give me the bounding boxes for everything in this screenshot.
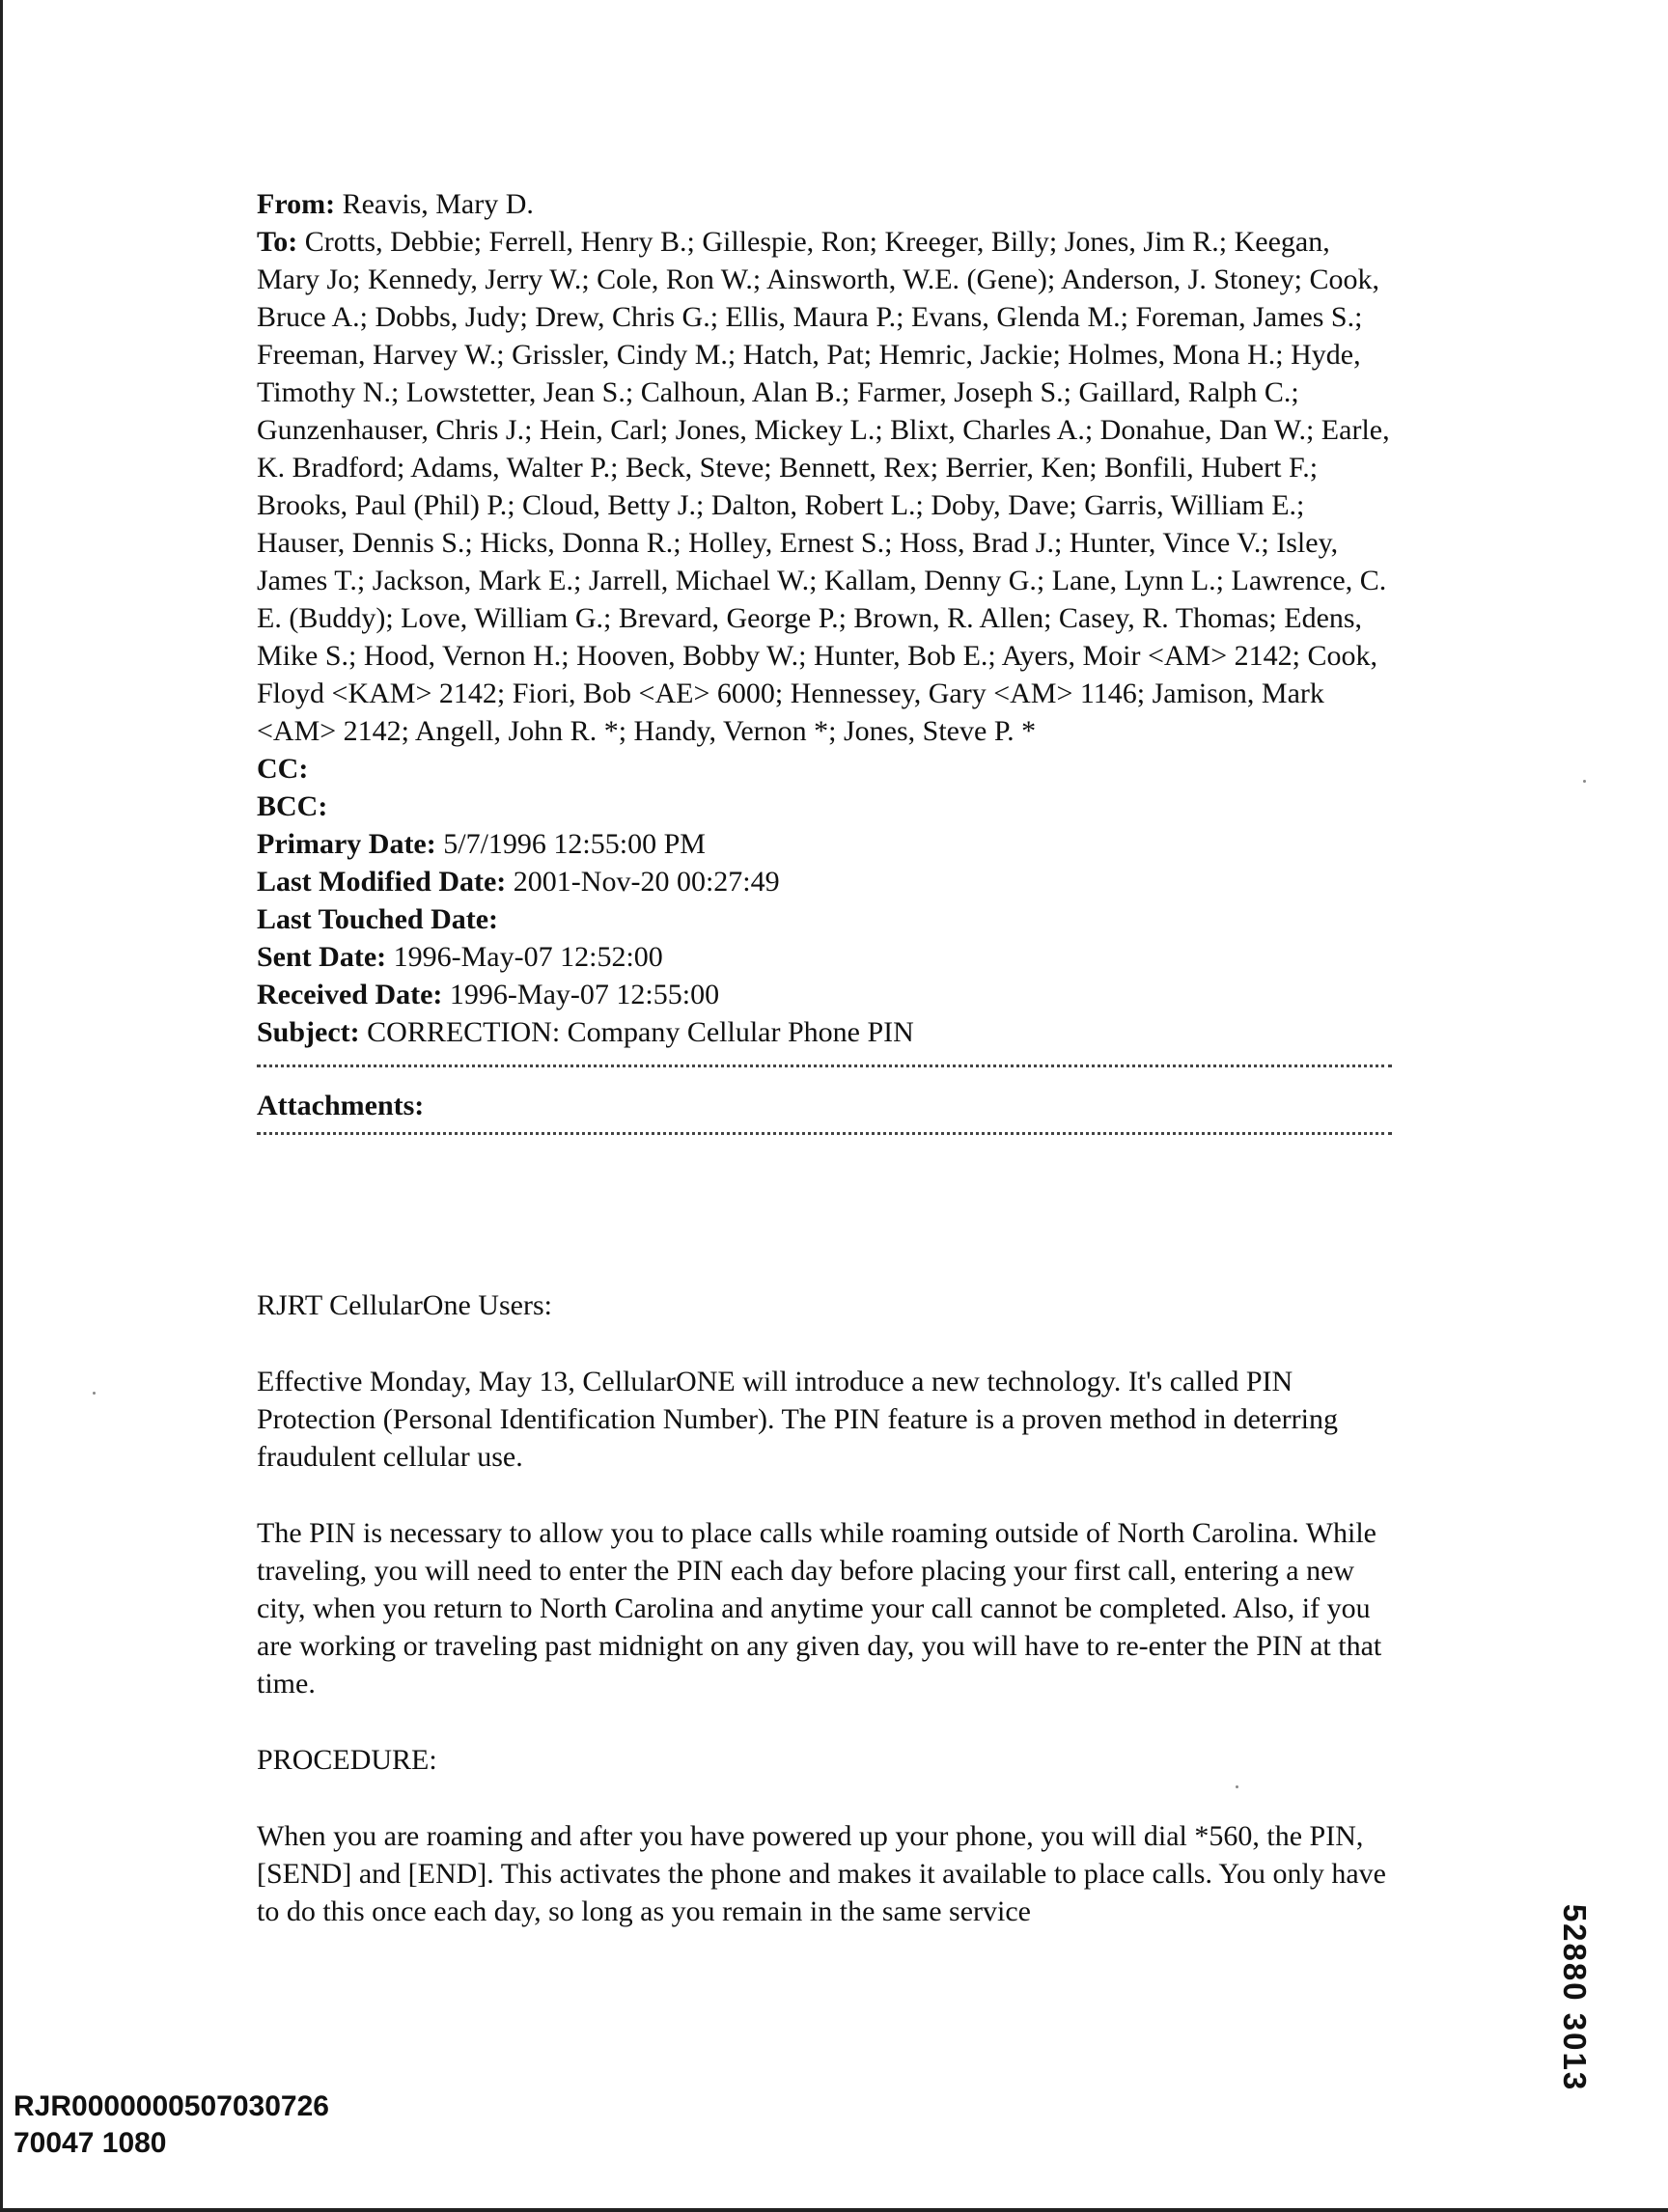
procedure-heading: PROCEDURE:: [257, 1744, 437, 1776]
bates-line-2: 70047 1080: [14, 2127, 167, 2159]
last-modified-value: 2001-Nov-20 00:27:49: [506, 866, 780, 898]
subject-value: CORRECTION: Company Cellular Phone PIN: [359, 1016, 914, 1048]
received-date-label: Received Date:: [257, 979, 443, 1010]
header-divider-bottom: [257, 1132, 1392, 1135]
sent-date-row: [257, 938, 1396, 976]
from-value: Reavis, Mary D.: [335, 188, 534, 220]
to-row: [257, 223, 1396, 750]
to-value: Crotts, Debbie; Ferrell, Henry B.; Gillespie, Ron; Kreeger, Billy; Jones, Jim R.; Keegan, Mary Jo; Kennedy, Jerry W.; Cole, Ron W.; Ainsworth, W.E. (Gene); Anderson, J. Stoney; Cook, Bruce A.; Dobbs, Judy; Drew, Chris G.; Ellis, Maura P.; Evans, Glenda M.; Foreman, James S.; Freeman, Harvey W.; Grissler, Cindy M.; Hatch, Pat; Hemric, Jackie; Holmes, Mona H.; Hyde, Timothy N.; Lowstetter, Jean S.; Calhoun, Alan B.; Farmer, Joseph S.; Gaillard, Ralph C.; Gunzenhauser, Chris J.; Hein, Carl; Jones, Mickey L.; Blixt, Charles A.; Donahue, Dan W.; Earle, K. Bradford; Adams, Walter P.; Beck, Steve; Bennett, Rex; Berrier, Ken; Bonfili, Hubert F.; Brooks, Paul (Phil) P.; Cloud, Betty J.; Dalton, Robert L.; Doby, Dave; Garris, William E.; Hauser, Dennis S.; Hicks, Donna R.; Holley, Ernest S.; Hoss, Brad J.; Hunter, Vince V.; Isley, James T.; Jackson, Mark E.; Jarrell, Michael W.; Kallam, Denny G.; Lane, Lynn L.; Lawrence, C. E. (Buddy); Love, William G.; Brevard, George P.; Brown, R. Allen; Casey, R. Thomas; Edens, Mike S.; Hood, Vernon H.; Hooven, Bobby W.; Hunter, Bob E.; Ayers, Moir <AM> 2142; Cook, Floyd <KAM> 2142; Fiori, Bob <AE> 6000; Hennessey, Gary <AM> 1146; Jamison, Mark <AM> 2142; Angell, John R. *; Handy, Vernon *; Jones, Steve P. *: [257, 226, 1390, 747]
cc-row: [257, 750, 1396, 788]
received-date-value: 1996-May-07 12:55:00: [442, 979, 720, 1010]
bcc-row: [257, 788, 1396, 825]
vertical-stamp-number: 52880 3013: [1557, 1903, 1593, 2092]
attachments-row: [257, 1087, 1396, 1124]
last-touched-label: Last Touched Date:: [257, 903, 499, 935]
bates-stamp: [14, 2088, 329, 2162]
last-modified-label: Last Modified Date:: [257, 866, 507, 898]
to-label: To:: [257, 226, 298, 258]
scan-speck: [1583, 780, 1586, 783]
email-header: [257, 185, 1396, 1135]
scan-bottom-edge: [0, 2208, 1668, 2212]
primary-date-value: 5/7/1996 12:55:00 PM: [435, 828, 706, 860]
vertical-stamp: [1535, 1892, 1614, 2104]
bates-line-1: RJR0000000507030726: [14, 2090, 329, 2122]
attachments-label: Attachments:: [257, 1090, 425, 1121]
cc-label: CC:: [257, 753, 309, 785]
sent-date-label: Sent Date:: [257, 941, 387, 973]
subject-row: [257, 1013, 1396, 1051]
received-date-row: [257, 976, 1396, 1013]
body-paragraph-1: Effective Monday, May 13, CellularONE will introduce a new technology. It's called PIN Protection (Personal Identification Number). The PIN feature is a proven method in deterring fraudulent cellular use.: [257, 1366, 1338, 1473]
last-modified-row: [257, 863, 1396, 900]
body-paragraph-3: When you are roaming and after you have powered up your phone, you will dial *560, the PIN, [SEND] and [END]. This activates the phone and makes it available to place calls. You only have to do this once each day, so long as you remain in the same service: [257, 1820, 1386, 1927]
header-divider-top: [257, 1065, 1392, 1067]
scan-left-edge: [0, 0, 3, 2212]
bcc-label: BCC:: [257, 790, 328, 822]
email-body: [257, 1286, 1396, 1969]
from-label: From:: [257, 188, 336, 220]
primary-date-row: [257, 825, 1396, 863]
sent-date-value: 1996-May-07 12:52:00: [386, 941, 663, 973]
subject-label: Subject:: [257, 1016, 360, 1048]
scan-speck: [1236, 1785, 1238, 1788]
body-paragraph-2: The PIN is necessary to allow you to place calls while roaming outside of North Carolina. While traveling, you will need to enter the PIN each day before placing your first call, entering a new city, when you return to North Carolina and anytime your call cannot be completed. Also, if you are working or traveling past midnight on any given day, you will have to re-enter the PIN at that time.: [257, 1517, 1382, 1700]
scan-speck: [93, 1392, 96, 1395]
last-touched-row: [257, 900, 1396, 938]
greeting: RJRT CellularOne Users:: [257, 1289, 552, 1321]
primary-date-label: Primary Date:: [257, 828, 436, 860]
from-row: [257, 185, 1396, 223]
